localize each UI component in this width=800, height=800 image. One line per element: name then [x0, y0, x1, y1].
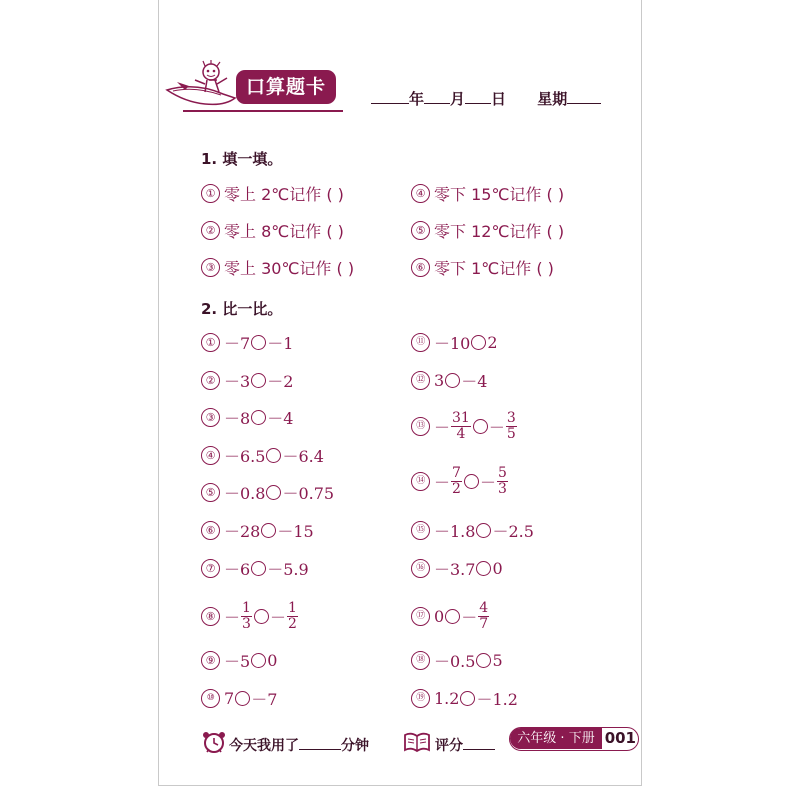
- right-fraction: [506, 411, 517, 442]
- left-operand: 7: [224, 688, 235, 708]
- item-number: ⑭: [411, 472, 430, 491]
- right-operand: －2.5: [492, 521, 534, 541]
- item-number: ⑥: [201, 521, 220, 540]
- item-number: ⑦: [201, 559, 220, 578]
- denominator: 3: [242, 615, 251, 632]
- item-number: ②: [201, 221, 220, 240]
- numerator: 1: [242, 599, 251, 616]
- compare-circle[interactable]: [445, 609, 460, 624]
- compare-item: [201, 440, 324, 470]
- compare-circle[interactable]: [235, 691, 250, 706]
- right-sign: －: [479, 472, 496, 492]
- compare-circle[interactable]: [261, 523, 276, 538]
- left-operand: －3.7: [434, 559, 476, 579]
- item-number: ③: [201, 258, 220, 277]
- item-number: ③: [201, 408, 220, 427]
- time-used: [229, 735, 369, 755]
- numerator: 3: [506, 409, 516, 426]
- denominator: 4: [456, 425, 466, 442]
- left-operand: －10: [434, 333, 471, 353]
- compare-circle[interactable]: [471, 335, 486, 350]
- compare-circle[interactable]: [251, 410, 266, 425]
- score-label: 评分: [435, 738, 463, 754]
- item-text: 零下 1℃记作 ( ): [434, 258, 554, 278]
- fill-item-5: [411, 215, 564, 245]
- item-number: ⑤: [411, 221, 430, 240]
- compare-item: [201, 327, 293, 357]
- right-operand: 0: [267, 650, 278, 670]
- left-sign: －: [224, 607, 241, 627]
- right-operand: －2: [267, 371, 294, 391]
- fill-item-6: [411, 252, 554, 282]
- right-operand: 0: [492, 558, 503, 578]
- item-number: ④: [411, 184, 430, 203]
- left-operand: －6: [224, 559, 251, 579]
- numerator: 5: [497, 464, 507, 481]
- right-operand: －0.75: [282, 483, 335, 503]
- compare-item: [201, 365, 293, 395]
- right-operand: －1.2: [476, 689, 518, 709]
- numerator: 7: [452, 464, 461, 481]
- item-number: ⑰: [411, 607, 430, 626]
- compare-circle[interactable]: [476, 653, 491, 668]
- date-row: [371, 88, 601, 109]
- time-prefix: 今天我用了: [229, 738, 299, 754]
- compare-circle[interactable]: [464, 474, 479, 489]
- page-number: 001: [604, 729, 636, 747]
- right-fraction: [497, 466, 508, 497]
- item-number: ④: [201, 446, 220, 465]
- numerator: 1: [287, 599, 297, 616]
- compare-circle[interactable]: [254, 609, 269, 624]
- alarm-clock-icon: [201, 730, 227, 754]
- item-number: ①: [201, 333, 220, 352]
- right-operand: －1: [267, 333, 294, 353]
- compare-circle[interactable]: [266, 448, 281, 463]
- item-number: ⑱: [411, 651, 430, 670]
- item-number: ①: [201, 184, 220, 203]
- left-operand: －28: [224, 521, 261, 541]
- right-sign: －: [488, 417, 505, 437]
- compare-item: [201, 402, 293, 432]
- right-sign: －: [461, 607, 478, 627]
- compare-item: [201, 553, 309, 583]
- compare-item: [201, 477, 334, 507]
- compare-circle[interactable]: [251, 335, 266, 350]
- time-suffix: 分钟: [341, 738, 369, 754]
- day-label: 日: [491, 90, 507, 108]
- item-number: ⑫: [411, 371, 430, 390]
- left-operand: －0.5: [434, 651, 476, 671]
- item-text: 零下 15℃记作 ( ): [434, 184, 565, 204]
- compare-item: [201, 683, 277, 713]
- section-heading-compare: 2. 比一比。: [201, 300, 283, 318]
- fill-item-4: [411, 178, 564, 208]
- item-number: ⑪: [411, 333, 430, 352]
- left-fraction: [241, 601, 252, 632]
- compare-circle[interactable]: [476, 523, 491, 538]
- item-number: ⑲: [411, 689, 430, 708]
- left-operand: 1.2: [434, 688, 460, 708]
- fill-item-1: [201, 178, 344, 208]
- right-sign: －: [269, 607, 286, 627]
- grade-badge: [509, 727, 639, 751]
- item-number: ⑧: [201, 607, 220, 626]
- score-blank[interactable]: [463, 735, 495, 750]
- right-operand: 5: [492, 650, 503, 670]
- compare-item: [411, 598, 490, 634]
- item-number: ⑨: [201, 651, 220, 670]
- left-operand: －0.8: [224, 483, 266, 503]
- right-operand: 2: [487, 332, 498, 352]
- right-fraction: [478, 601, 489, 632]
- denominator: 7: [479, 615, 489, 632]
- compare-circle[interactable]: [251, 373, 266, 388]
- year-blank[interactable]: [371, 89, 409, 104]
- left-operand: －5: [224, 651, 251, 671]
- compare-item: [201, 598, 299, 634]
- right-operand: －7: [251, 689, 278, 709]
- denominator: 2: [287, 615, 297, 632]
- left-operand: －7: [224, 333, 251, 353]
- minutes-blank[interactable]: [299, 735, 341, 750]
- right-operand: －5.9: [267, 559, 309, 579]
- compare-item: [201, 515, 314, 545]
- compare-circle[interactable]: [473, 419, 488, 434]
- left-sign: －: [434, 472, 451, 492]
- item-text: 零上 8℃记作 ( ): [224, 221, 344, 241]
- compare-item: [411, 365, 487, 395]
- worksheet-page: [158, 0, 642, 786]
- compare-item: [411, 683, 518, 713]
- month-label: 月: [450, 90, 466, 108]
- left-operand: 3: [434, 370, 445, 390]
- denominator: 3: [497, 480, 507, 497]
- item-number: ⑯: [411, 559, 430, 578]
- item-number: ②: [201, 371, 220, 390]
- item-text: 零上 2℃记作 ( ): [224, 184, 344, 204]
- item-number: ⑮: [411, 521, 430, 540]
- compare-circle[interactable]: [460, 691, 475, 706]
- left-fraction: [451, 466, 462, 497]
- right-operand: －4: [461, 371, 488, 391]
- weekday-label: 星期: [537, 90, 568, 108]
- right-operand: －15: [277, 521, 314, 541]
- day-blank[interactable]: [465, 89, 491, 104]
- right-fraction: [287, 601, 298, 632]
- compare-item: [411, 515, 534, 545]
- left-operand: 0: [434, 606, 445, 626]
- compare-circle[interactable]: [476, 561, 491, 576]
- open-book-icon: [403, 731, 431, 753]
- item-text: 零上 30℃记作 ( ): [224, 258, 355, 278]
- item-number: ⑩: [201, 689, 220, 708]
- item-number: ⑤: [201, 483, 220, 502]
- compare-circle[interactable]: [445, 373, 460, 388]
- score: [435, 735, 495, 755]
- compare-item: [411, 463, 509, 499]
- left-fraction: [451, 411, 471, 442]
- denominator: 2: [452, 480, 461, 497]
- right-operand: －4: [267, 408, 294, 428]
- compare-item: [411, 645, 503, 675]
- right-operand: －6.4: [282, 446, 324, 466]
- compare-item: [411, 553, 503, 583]
- compare-circle[interactable]: [266, 485, 281, 500]
- section-heading-fill: 1. 填一填。: [201, 150, 283, 168]
- title-underline: [183, 110, 343, 112]
- left-sign: －: [434, 417, 451, 437]
- compare-circle[interactable]: [251, 653, 266, 668]
- numerator: 4: [479, 599, 489, 616]
- weekday-blank[interactable]: [567, 89, 601, 104]
- denominator: 5: [506, 425, 516, 442]
- compare-item: [201, 645, 277, 675]
- left-operand: －6.5: [224, 446, 266, 466]
- compare-item: [411, 327, 498, 357]
- item-number: ⑬: [411, 417, 430, 436]
- fill-item-2: [201, 215, 344, 245]
- fill-item-3: [201, 252, 354, 282]
- left-operand: －8: [224, 408, 251, 428]
- item-number: ⑥: [411, 258, 430, 277]
- compare-item: [411, 408, 518, 444]
- item-text: 零下 12℃记作 ( ): [434, 221, 565, 241]
- left-operand: －1.8: [434, 521, 476, 541]
- month-blank[interactable]: [424, 89, 450, 104]
- left-operand: －3: [224, 371, 251, 391]
- compare-circle[interactable]: [251, 561, 266, 576]
- card-title: 口算题卡: [236, 70, 336, 104]
- numerator: 31: [452, 409, 470, 426]
- year-label: 年: [409, 90, 425, 108]
- grade-label: 六年级 · 下册: [510, 728, 602, 749]
